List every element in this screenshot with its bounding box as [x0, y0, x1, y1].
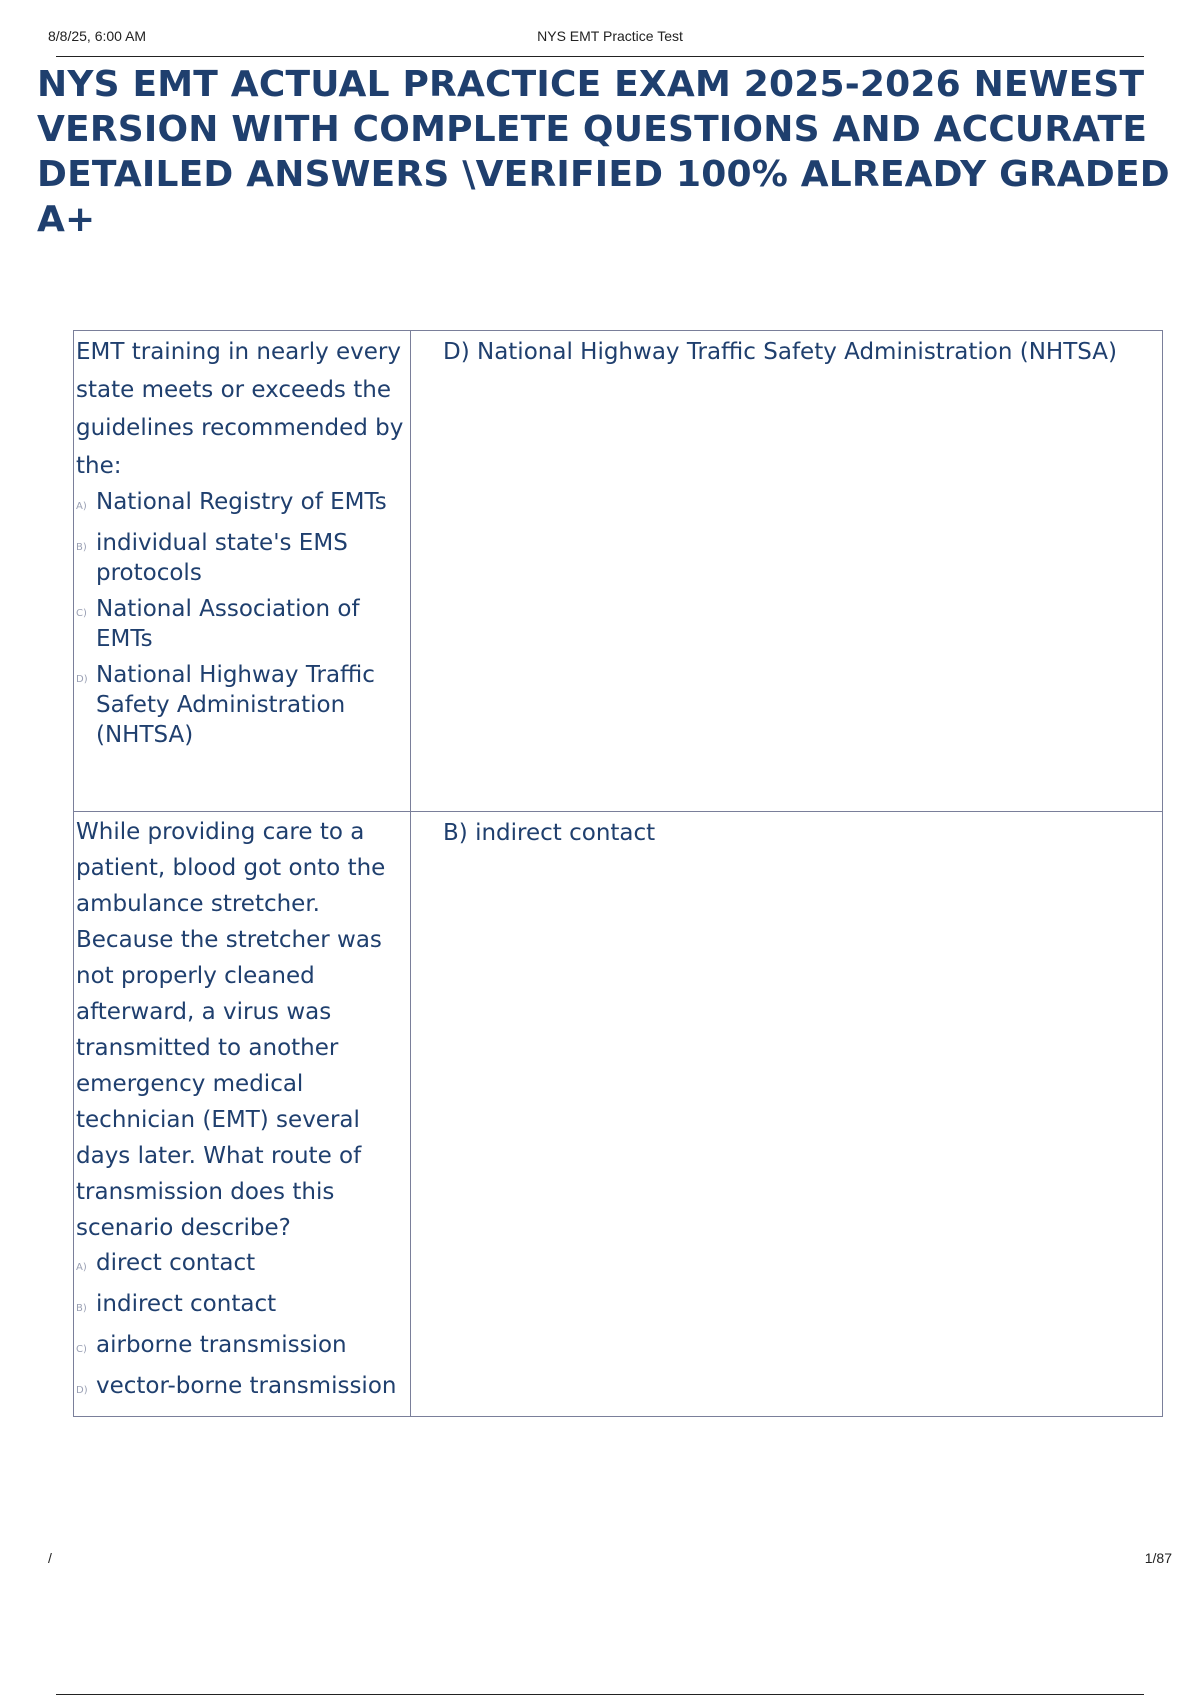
option-letter: C) — [76, 1344, 87, 1355]
question-text: EMT training in nearly every state meets or exceeds the guidelines recommended by the: — [76, 339, 404, 479]
option-text: vector-borne transmission — [96, 1373, 397, 1399]
option-item — [76, 1248, 408, 1283]
option-text: individual state's EMS protocols — [96, 530, 348, 586]
option-letter: B) — [76, 1303, 87, 1314]
option-letter: B) — [76, 542, 87, 553]
option-letter: A) — [76, 1262, 87, 1273]
option-letter: C) — [76, 608, 87, 619]
option-text: indirect contact — [96, 1291, 277, 1317]
option-item — [76, 1330, 408, 1365]
print-date: 8/8/25, 6:00 AM — [48, 28, 147, 44]
option-text: National Highway Traffic Safety Administration (NHTSA) — [96, 662, 375, 748]
option-item — [76, 1289, 408, 1324]
option-letter: A) — [76, 501, 87, 512]
option-item — [76, 594, 408, 654]
header-rule — [56, 56, 1144, 57]
option-list — [76, 487, 408, 750]
qa-table — [73, 330, 1163, 1417]
option-letter: D) — [76, 674, 88, 685]
option-list — [76, 1248, 408, 1406]
option-letter: D) — [76, 1385, 88, 1396]
option-item — [76, 660, 408, 750]
print-url: / — [48, 1550, 52, 1566]
print-header — [48, 28, 1172, 48]
exam-title: NYS EMT ACTUAL PRACTICE EXAM 2025-2026 NEWEST VERSION WITH COMPLETE QUESTIONS AND ACCURATE DETAILED ANSWERS \VERIFIED 100% ALREADY GRADED A+ — [37, 64, 1170, 240]
page-number: 1/87 — [1144, 1550, 1172, 1566]
answer-cell: D) National Highway Traffic Safety Administration (NHTSA) — [411, 331, 1163, 812]
print-doc-title: NYS EMT Practice Test — [537, 28, 683, 44]
question-cell — [74, 331, 411, 812]
answer-cell: B) indirect contact — [411, 812, 1163, 1417]
option-item — [76, 528, 408, 588]
option-text: direct contact — [96, 1250, 256, 1276]
option-item — [76, 1371, 408, 1406]
qa-row — [74, 331, 1163, 812]
footer-rule — [56, 1694, 1144, 1695]
question-cell — [74, 812, 411, 1417]
print-footer — [48, 1550, 1172, 1570]
qa-row — [74, 812, 1163, 1417]
question-text: While providing care to a patient, blood got onto the ambulance stretcher. Because the stretcher was not properly cleaned afterward, a virus was transmitted to another emergency medical technician (EMT) several days later. What route of transmission does this scenario describe? — [76, 819, 386, 1241]
option-text: airborne transmission — [96, 1332, 347, 1358]
option-text: National Registry of EMTs — [96, 489, 387, 515]
option-item — [76, 487, 408, 522]
option-text: National Association of EMTs — [96, 596, 360, 652]
